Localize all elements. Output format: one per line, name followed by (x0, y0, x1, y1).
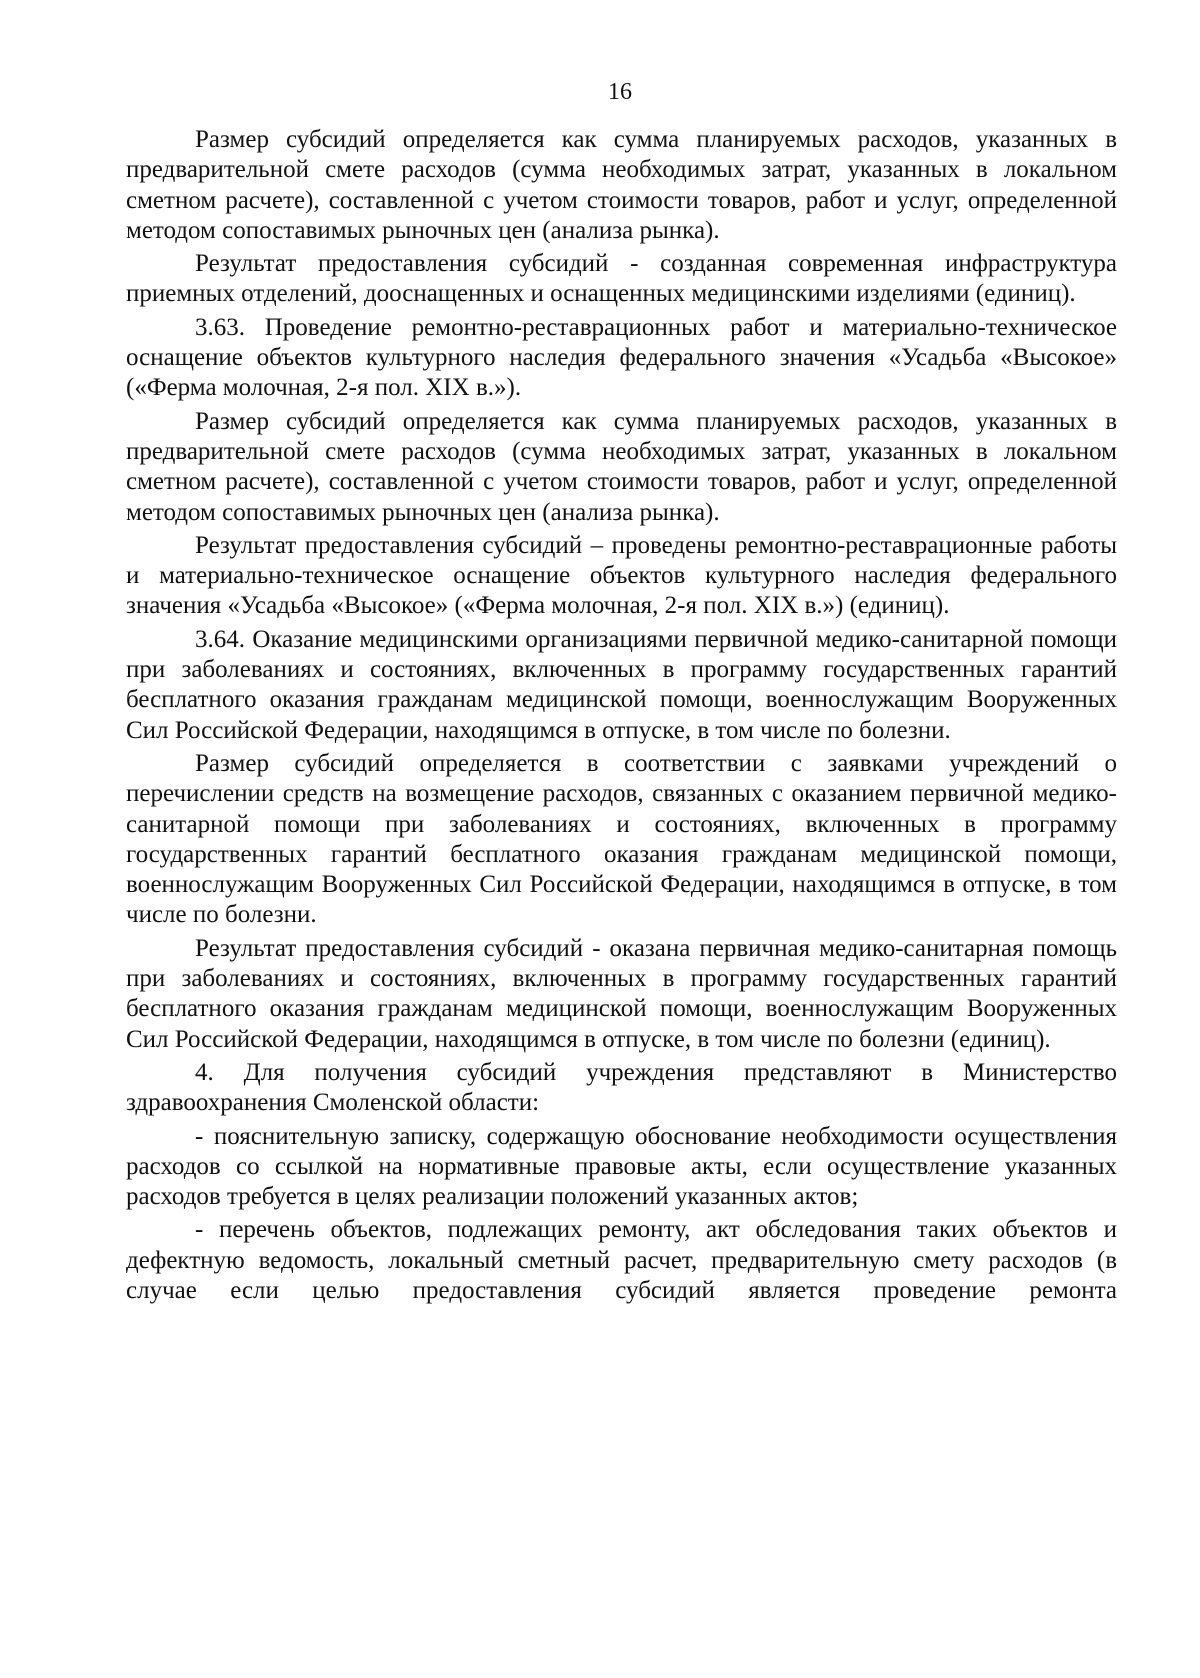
list-item-object-list: - перечень объектов, подлежащих ремонту, акт обследования таких объектов и дефектную ведомость, локальный сметный расчет, предварительную смету расходов (в случае если целью предоставления субсидий является проведение ремонта (126, 1216, 1117, 1304)
document-body (126, 125, 1117, 1309)
paragraph-subsidy-size-applications: Размер субсидий определяется в соответствии с заявками учреждений о перечислении средств на возмещение расходов, связанных с оказанием первичной медико-санитарной помощи при заболеваниях и состояниях, включенных в программу государственных гарантий бесплатного оказания гражданам медицинской помощи, военнослужащим Вооруженных Сил Российской Федерации, находящимся в отпуске, в том числе по болезни. (126, 749, 1117, 929)
list-item-explanatory-note: - пояснительную записку, содержащую обоснование необходимости осуществления расходов со ссылкой на нормативные правовые акты, если осуществление указанных расходов требуется в целях реализации положений указанных актов; (126, 1122, 1117, 1211)
paragraph-result-primary-care: Результат предоставления субсидий - оказана первичная медико-санитарная помощь при заболеваниях и состояниях, включенных в программу государственных гарантий бесплатного оказания гражданам медицинской помощи, военнослужащим Вооруженных Сил Российской Федерации, находящимся в отпуске, в том числе по болезни (единиц). (126, 934, 1117, 1053)
paragraph-4-documents: 4. Для получения субсидий учреждения представляют в Министерство здравоохранения Смоленской области: (126, 1058, 1117, 1117)
paragraph-result-restoration: Результат предоставления субсидий – проведены ремонтно-реставрационные работы и материально-техническое оснащение объектов культурного наследия федерального значения «Усадьба «Высокое» («Ферма молочная, 2-я пол. XIX в.») (единиц). (126, 531, 1117, 620)
page-number: 16 (608, 79, 632, 105)
paragraph-subsidy-size-1: Размер субсидий определяется как сумма планируемых расходов, указанных в предварительной смете расходов (сумма необходимых затрат, указанных в локальном сметном расчете), составленной с учетом стоимости товаров, работ и услуг, определенной методом сопоставимых рыночных цен (анализа рынка). (126, 126, 1117, 244)
paragraph-result-reception-infrastructure: Результат предоставления субсидий - созданная современная инфраструктура приемных отделений, дооснащенных и оснащенных медицинскими изделиями (единиц). (126, 250, 1117, 308)
paragraph-subsidy-size-2: Размер субсидий определяется как сумма планируемых расходов, указанных в предварительной смете расходов (сумма необходимых затрат, указанных в локальном сметном расчете), составленной с учетом стоимости товаров, работ и услуг, определенной методом сопоставимых рыночных цен (анализа рынка). (126, 407, 1117, 526)
paragraph-3-63-restoration: 3.63. Проведение ремонтно-реставрационных работ и материально-техническое оснащение объектов культурного наследия федерального значения «Усадьба «Высокое» («Ферма молочная, 2-я пол. XIX в.»). (126, 313, 1117, 402)
paragraph-3-64-primary-care: 3.64. Оказание медицинскими организациями первичной медико-санитарной помощи при заболеваниях и состояниях, включенных в программу государственных гарантий бесплатного оказания гражданам медицинской помощи, военнослужащим Вооруженных Сил Российской Федерации, находящимся в отпуске, в том числе по болезни. (126, 625, 1117, 744)
